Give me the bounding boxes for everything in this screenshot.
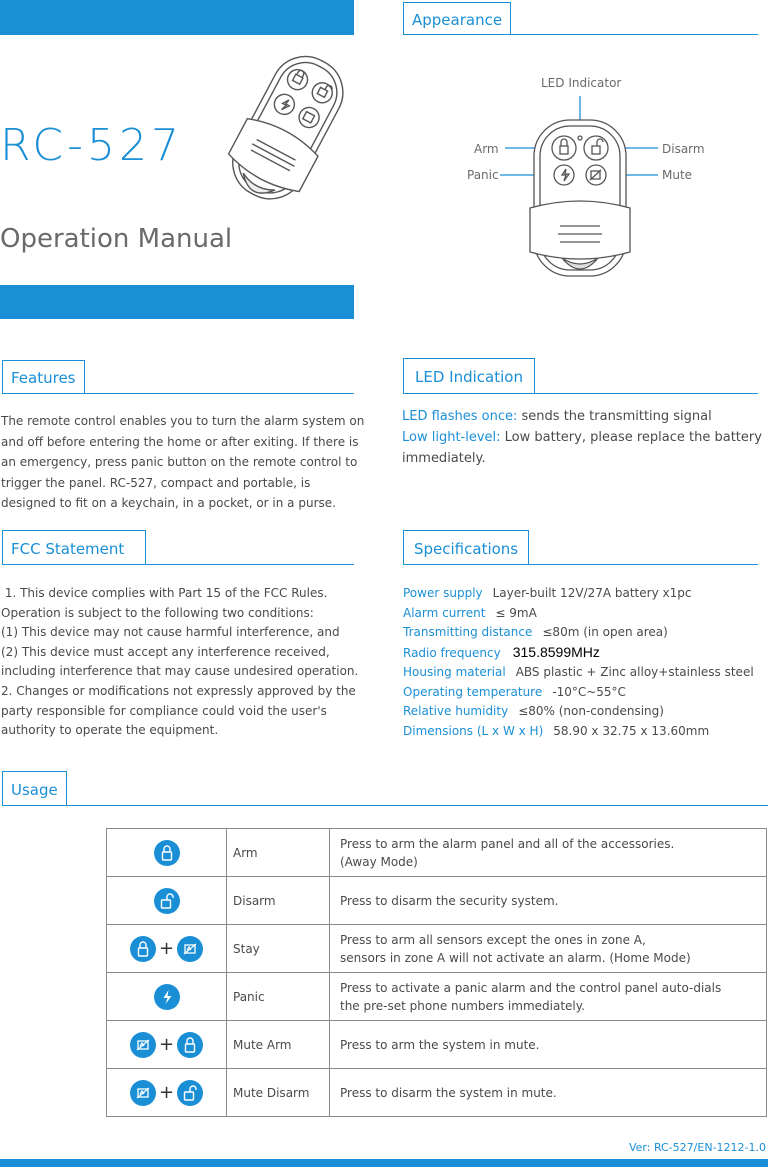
arm-label: Arm <box>474 142 499 156</box>
lock-icon <box>154 840 180 866</box>
lock-icon <box>130 936 156 962</box>
cover-remote-image <box>205 48 365 218</box>
spec-key: Dimensions (L x W x H) <box>403 723 544 738</box>
spec-key: Alarm current <box>403 605 486 620</box>
plus-sign: + <box>158 938 175 959</box>
usage-description <box>330 829 767 877</box>
footer-bar <box>0 1159 768 1167</box>
disarm-label: Disarm <box>662 142 705 156</box>
panic-icon <box>154 984 180 1010</box>
version-label: Ver: RC-527/EN-1212-1.0 <box>628 1141 766 1154</box>
features-heading: Features <box>2 360 85 393</box>
fcc-line: (2) This device must accept any interference received, <box>1 644 330 659</box>
table-row <box>107 1069 767 1117</box>
usage-description-line: Press to disarm the system in mute. <box>340 1085 557 1100</box>
spec-key: Housing material <box>403 665 506 679</box>
led-row-value: Low battery, please replace the battery immediately. <box>402 430 762 466</box>
usage-description-line: Press to arm the system in mute. <box>340 1037 540 1052</box>
specifications-list <box>403 584 765 741</box>
spec-value: 58.90 x 32.75 x 13.60mm <box>553 723 710 738</box>
specifications-rule <box>403 564 758 565</box>
usage-icons-cell <box>107 1021 227 1069</box>
usage-description <box>330 973 767 1021</box>
spec-row <box>403 584 765 604</box>
fcc-line: 2. Changes or modifications not expressly approved by the <box>1 683 356 698</box>
spec-key: Power supply <box>403 586 483 600</box>
usage-function-name: Mute Disarm <box>227 1069 330 1117</box>
led-row-key: LED flashes once: <box>402 409 518 424</box>
mute-icon <box>130 1032 156 1058</box>
lock-icon <box>177 1032 203 1058</box>
spec-value: ≤ 9mA <box>495 605 537 620</box>
spec-value: ≤80% (non-condensing) <box>518 704 664 718</box>
usage-description-line: (Away Mode) <box>340 854 418 869</box>
usage-description-line: the pre-set phone numbers immediately. <box>340 998 585 1013</box>
appearance-remote-diagram <box>500 90 660 290</box>
usage-icons-cell <box>107 877 227 925</box>
model-title: RC-527 <box>0 120 183 171</box>
fcc-line: authority to operate the equipment. <box>1 723 219 738</box>
spec-key: Operating temperature <box>403 684 543 699</box>
unlock-icon <box>177 1080 203 1106</box>
usage-description <box>330 1021 767 1069</box>
fcc-line: party responsible for compliance could void the user's <box>1 703 327 718</box>
usage-icons-cell <box>107 973 227 1021</box>
usage-description <box>330 925 767 973</box>
usage-rule <box>2 805 768 806</box>
appearance-heading: Appearance <box>403 2 511 34</box>
fcc-line: Operation is subject to the following two conditions: <box>1 605 314 620</box>
manual-subtitle: Operation Manual <box>0 224 233 254</box>
mute-icon <box>177 936 203 962</box>
plus-sign: + <box>158 1082 175 1103</box>
usage-description <box>330 1069 767 1117</box>
spec-value: 315.8599MHz <box>512 643 600 660</box>
usage-description <box>330 877 767 925</box>
usage-heading: Usage <box>2 771 67 805</box>
mute-label: Mute <box>662 168 693 182</box>
features-rule <box>2 393 354 394</box>
spec-value: ABS plastic + Zinc alloy+stainless steel <box>515 665 754 679</box>
usage-icons-cell <box>107 1069 227 1117</box>
usage-description-line: Press to activate a panic alarm and the control panel auto-dials <box>340 980 722 995</box>
fcc-line: 1. This device complies with Part 15 of the FCC Rules. <box>1 586 328 600</box>
spec-row <box>403 683 765 703</box>
fcc-line: including interference that may cause undesired operation. <box>1 664 359 679</box>
spec-row <box>403 604 765 624</box>
led-row-value: sends the transmitting signal <box>517 409 712 424</box>
usage-icons-cell <box>107 829 227 877</box>
usage-description-line: Press to arm the alarm panel and all of the accessories. <box>340 836 675 851</box>
usage-function-name: Panic <box>227 973 330 1021</box>
spec-key: Relative humidity <box>403 704 509 718</box>
led-indicator-label: LED Indicator <box>541 76 622 90</box>
led-indication-list <box>402 406 764 469</box>
spec-key: Transmitting distance <box>403 625 533 639</box>
usage-function-name: Mute Arm <box>227 1021 330 1069</box>
spec-row <box>403 643 765 664</box>
led-row-key: Low light-level: <box>402 430 501 445</box>
usage-function-name: Disarm <box>227 877 330 925</box>
spec-row <box>403 623 765 643</box>
table-row <box>107 877 767 925</box>
fcc-heading: FCC Statement <box>2 530 146 564</box>
specifications-heading: Specifications <box>403 530 529 564</box>
mute-icon <box>130 1080 156 1106</box>
usage-function-name: Arm <box>227 829 330 877</box>
usage-function-name: Stay <box>227 925 330 973</box>
features-text: The remote control enables you to turn the alarm system on and off before entering the home or after exiting. If there is an emergency, press panic button on the remote control to trigger the panel. RC-527, compact and portable, is designed to fit on a keychain, in a pocket, or in a purse. <box>1 414 365 510</box>
usage-description-line: Press to arm all sensors except the ones in zone A, <box>340 932 646 947</box>
spec-row <box>403 663 765 683</box>
table-row <box>107 829 767 877</box>
usage-description-line: sensors in zone A will not activate an alarm. (Home Mode) <box>340 950 691 965</box>
spec-value: Layer-built 12V/27A battery x1pc <box>492 586 692 600</box>
table-row <box>107 925 767 973</box>
table-row <box>107 1021 767 1069</box>
cover-top-bar <box>0 0 354 35</box>
spec-row <box>403 702 765 722</box>
usage-description-line: Press to disarm the security system. <box>340 893 559 908</box>
spec-value: -10°C~55°C <box>552 684 626 699</box>
fcc-text <box>1 584 366 741</box>
plus-sign: + <box>158 1034 175 1055</box>
cover-bottom-bar <box>0 285 354 319</box>
spec-key: Radio frequency <box>403 645 501 660</box>
spec-row <box>403 722 765 742</box>
fcc-rule <box>2 564 354 565</box>
led-indication-rule <box>403 393 758 394</box>
usage-table <box>106 828 767 1117</box>
led-row <box>402 427 764 469</box>
table-row <box>107 973 767 1021</box>
usage-icons-cell <box>107 925 227 973</box>
unlock-icon <box>154 888 180 914</box>
appearance-rule <box>403 34 758 35</box>
spec-value: ≤80m (in open area) <box>542 625 668 639</box>
led-indication-heading: LED Indication <box>403 358 535 393</box>
led-row <box>402 406 764 427</box>
fcc-line: (1) This device may not cause harmful interference, and <box>1 625 340 640</box>
panic-label: Panic <box>467 168 499 182</box>
